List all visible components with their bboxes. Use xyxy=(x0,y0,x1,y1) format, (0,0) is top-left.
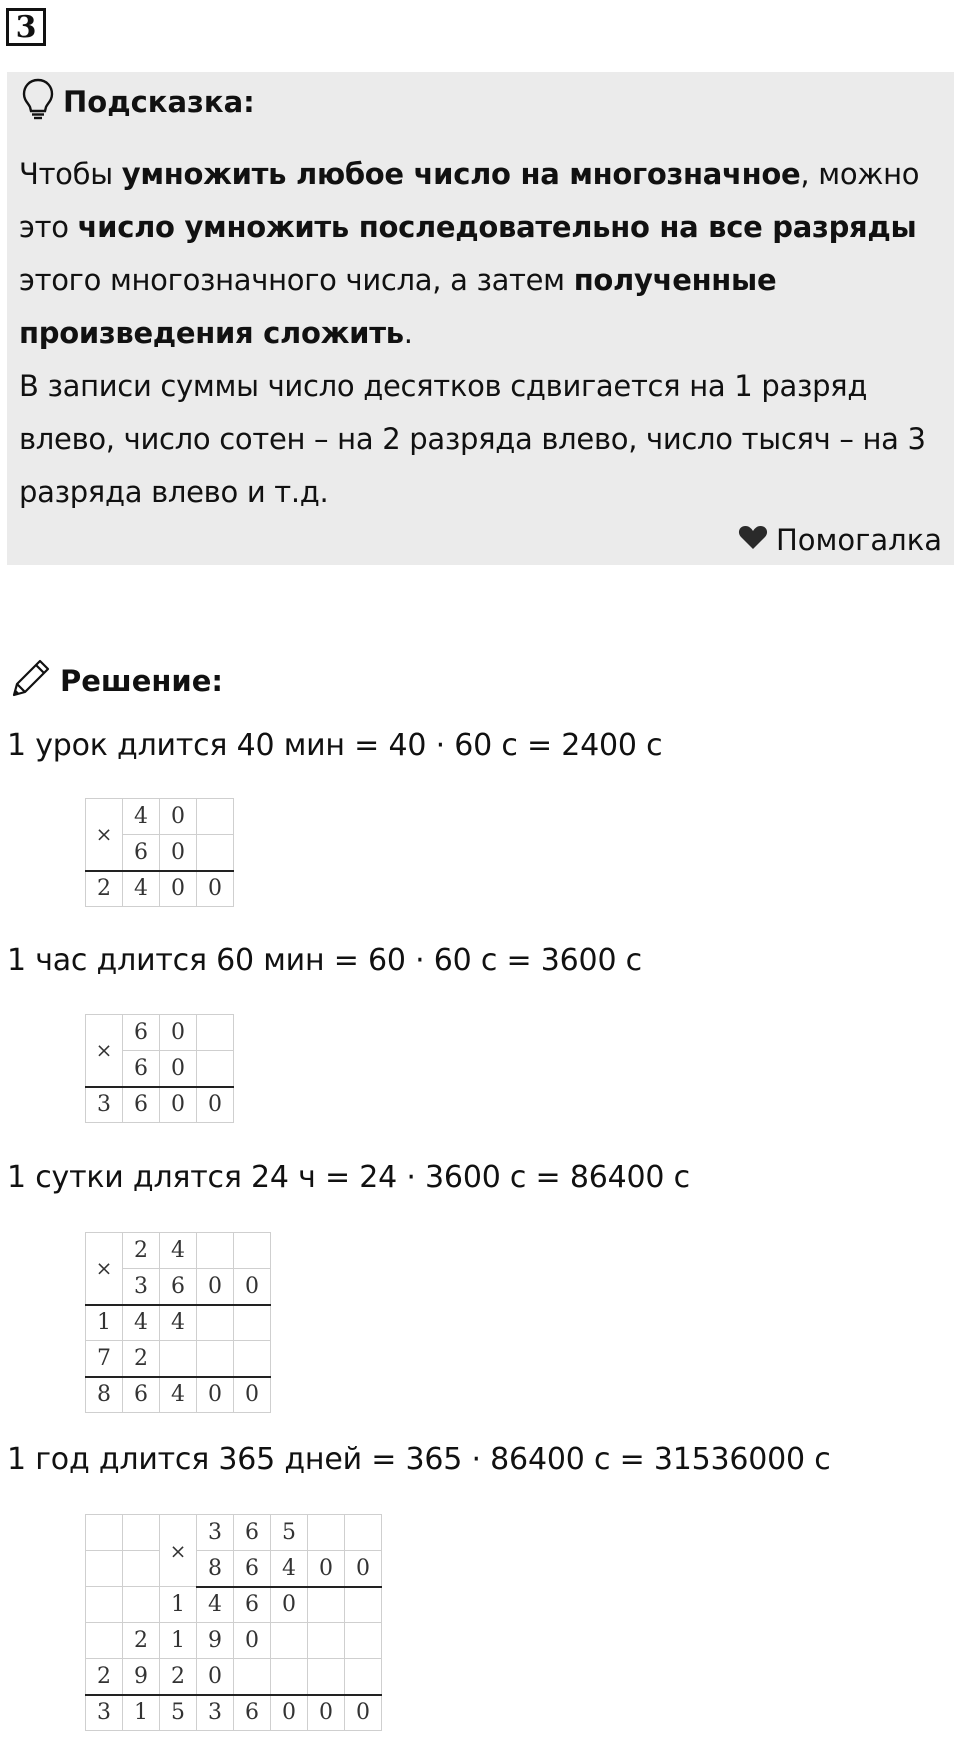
calc-cell xyxy=(308,1587,345,1623)
calc-row xyxy=(86,1587,382,1623)
calc-cell: 0 xyxy=(234,1623,271,1659)
calc-cell: 0 xyxy=(160,1087,197,1123)
calc-cell: 1 xyxy=(160,1587,197,1623)
calc-cell: 4 xyxy=(271,1551,308,1587)
multiply-sign: × xyxy=(160,1515,197,1587)
pencil-icon xyxy=(10,657,52,706)
calc-cell: 6 xyxy=(123,1015,160,1051)
calc-cell: 4 xyxy=(160,1305,197,1341)
calc-cell: 0 xyxy=(160,871,197,907)
calc-cell xyxy=(197,1341,234,1377)
calc-cell: 0 xyxy=(234,1269,271,1305)
calc-cell xyxy=(234,1305,271,1341)
calc-cell xyxy=(234,1659,271,1695)
calc-cell: 4 xyxy=(197,1587,234,1623)
calc-row xyxy=(86,1623,382,1659)
calc-table-3 xyxy=(85,1232,271,1413)
calc-cell: 0 xyxy=(271,1587,308,1623)
brand xyxy=(738,520,942,560)
calc-row xyxy=(86,1341,271,1377)
calc-cell: 6 xyxy=(123,1377,160,1413)
calc-row xyxy=(86,1551,382,1587)
hint-paragraph-1 xyxy=(19,148,944,360)
brand-name: Помогалка xyxy=(776,523,942,557)
calc-cell xyxy=(234,1341,271,1377)
calc-cell xyxy=(86,1515,123,1551)
solution-title xyxy=(10,658,223,704)
calc-cell: 9 xyxy=(197,1623,234,1659)
calc-cell: 0 xyxy=(197,1087,234,1123)
calc-cell: 6 xyxy=(234,1515,271,1551)
solution-line-3: 1 сутки длятся 24 ч = 24 · 3600 с = 86400 с xyxy=(7,1160,690,1195)
calc-row xyxy=(86,1087,234,1123)
calc-row xyxy=(86,799,234,835)
calc-cell xyxy=(160,1341,197,1377)
calc-cell xyxy=(197,1015,234,1051)
multiply-sign: × xyxy=(86,1233,123,1305)
calc-row xyxy=(86,1515,382,1551)
calc-cell xyxy=(308,1623,345,1659)
calc-cell: 4 xyxy=(123,1305,160,1341)
hint-text-fragment: Чтобы xyxy=(19,157,122,191)
task-number: 3 xyxy=(6,8,46,46)
solution-line-1: 1 урок длится 40 мин = 40 · 60 с = 2400 с xyxy=(7,728,663,763)
calc-cell: 1 xyxy=(160,1623,197,1659)
calc-cell: 0 xyxy=(160,835,197,871)
heart-icon xyxy=(738,523,768,557)
solution-line-4: 1 год длится 365 дней = 365 · 86400 с = 31536000 с xyxy=(7,1442,831,1477)
calc-row xyxy=(86,1015,234,1051)
calc-cell: 3 xyxy=(197,1695,234,1731)
hint-bold-fragment: число умножить последовательно на все разряды xyxy=(77,210,917,244)
calc-cell: 2 xyxy=(123,1341,160,1377)
multiply-sign: × xyxy=(86,799,123,871)
calc-cell: 8 xyxy=(86,1377,123,1413)
hint-bold-fragment: умножить любое число на многозначное xyxy=(121,157,801,191)
calc-row xyxy=(86,1695,382,1731)
hint-text-fragment: . xyxy=(403,316,413,350)
calc-cell xyxy=(197,1051,234,1087)
calc-cell: 0 xyxy=(345,1695,382,1731)
calc-cell xyxy=(308,1659,345,1695)
calc-cell: 6 xyxy=(123,835,160,871)
calc-cell: 0 xyxy=(234,1377,271,1413)
hint-title xyxy=(21,82,255,122)
calc-cell xyxy=(197,835,234,871)
calc-cell xyxy=(345,1659,382,1695)
calc-cell: 2 xyxy=(160,1659,197,1695)
calc-cell xyxy=(197,1233,234,1269)
calc-cell: 8 xyxy=(197,1551,234,1587)
calc-cell: 2 xyxy=(86,871,123,907)
calc-cell: 4 xyxy=(123,871,160,907)
calc-cell: 5 xyxy=(160,1695,197,1731)
hint-paragraph-2: В записи суммы число десятков сдвигается на 1 разряд влево, число сотен – на 2 разряда влево, число тысяч – на 3 разряда влево и т.д. xyxy=(19,369,926,509)
calc-cell xyxy=(123,1587,160,1623)
calc-table-4 xyxy=(85,1514,382,1731)
calc-table-2 xyxy=(85,1014,234,1123)
calc-cell: 1 xyxy=(86,1305,123,1341)
calc-cell: 0 xyxy=(197,1269,234,1305)
calc-cell: 0 xyxy=(271,1695,308,1731)
calc-cell: 0 xyxy=(345,1551,382,1587)
calc-cell: 1 xyxy=(123,1695,160,1731)
calc-table-1 xyxy=(85,798,234,907)
calc-cell xyxy=(345,1515,382,1551)
multiply-sign: × xyxy=(86,1015,123,1087)
calc-cell xyxy=(197,799,234,835)
calc-cell xyxy=(345,1623,382,1659)
solution-line-2: 1 час длится 60 мин = 60 · 60 с = 3600 с xyxy=(7,943,642,978)
calc-row xyxy=(86,871,234,907)
calc-cell: 2 xyxy=(86,1659,123,1695)
calc-cell: 7 xyxy=(86,1341,123,1377)
calc-cell: 0 xyxy=(197,1377,234,1413)
calc-cell: 3 xyxy=(123,1269,160,1305)
calc-cell xyxy=(86,1623,123,1659)
calc-cell: 4 xyxy=(160,1233,197,1269)
calc-cell xyxy=(345,1587,382,1623)
hint-text xyxy=(19,148,944,519)
hint-text-fragment: , можно это xyxy=(19,157,920,244)
calc-cell: 0 xyxy=(160,1051,197,1087)
calc-cell: 6 xyxy=(123,1087,160,1123)
calc-cell: 0 xyxy=(308,1551,345,1587)
solution-title-text: Решение: xyxy=(60,664,224,698)
calc-cell: 5 xyxy=(271,1515,308,1551)
calc-row xyxy=(86,1659,382,1695)
calc-cell: 9 xyxy=(123,1659,160,1695)
lightbulb-icon xyxy=(21,77,55,128)
calc-cell: 6 xyxy=(234,1587,271,1623)
calc-cell xyxy=(308,1515,345,1551)
calc-cell xyxy=(197,1305,234,1341)
hint-box xyxy=(7,72,954,565)
calc-cell xyxy=(86,1587,123,1623)
calc-cell xyxy=(123,1515,160,1551)
hint-text-fragment: этого многозначного числа, а затем xyxy=(19,263,574,297)
calc-cell: 6 xyxy=(160,1269,197,1305)
calc-cell: 2 xyxy=(123,1233,160,1269)
calc-row xyxy=(86,1305,271,1341)
calc-cell xyxy=(271,1659,308,1695)
hint-bold-fragment: полученные произведения сложить xyxy=(19,263,777,350)
calc-cell xyxy=(123,1551,160,1587)
calc-cell: 3 xyxy=(86,1087,123,1123)
calc-cell xyxy=(271,1623,308,1659)
calc-cell: 0 xyxy=(308,1695,345,1731)
calc-row xyxy=(86,1377,271,1413)
calc-cell: 6 xyxy=(234,1695,271,1731)
hint-title-text: Подсказка: xyxy=(63,85,255,119)
calc-cell: 0 xyxy=(160,799,197,835)
calc-cell: 0 xyxy=(197,871,234,907)
calc-cell: 2 xyxy=(123,1623,160,1659)
calc-cell: 6 xyxy=(123,1051,160,1087)
calc-cell: 4 xyxy=(123,799,160,835)
calc-cell xyxy=(234,1233,271,1269)
calc-cell: 0 xyxy=(160,1015,197,1051)
calc-cell: 3 xyxy=(86,1695,123,1731)
calc-cell: 4 xyxy=(160,1377,197,1413)
calc-cell xyxy=(86,1551,123,1587)
calc-cell: 3 xyxy=(197,1515,234,1551)
calc-cell: 6 xyxy=(234,1551,271,1587)
calc-cell: 0 xyxy=(197,1659,234,1695)
calc-row xyxy=(86,1233,271,1269)
